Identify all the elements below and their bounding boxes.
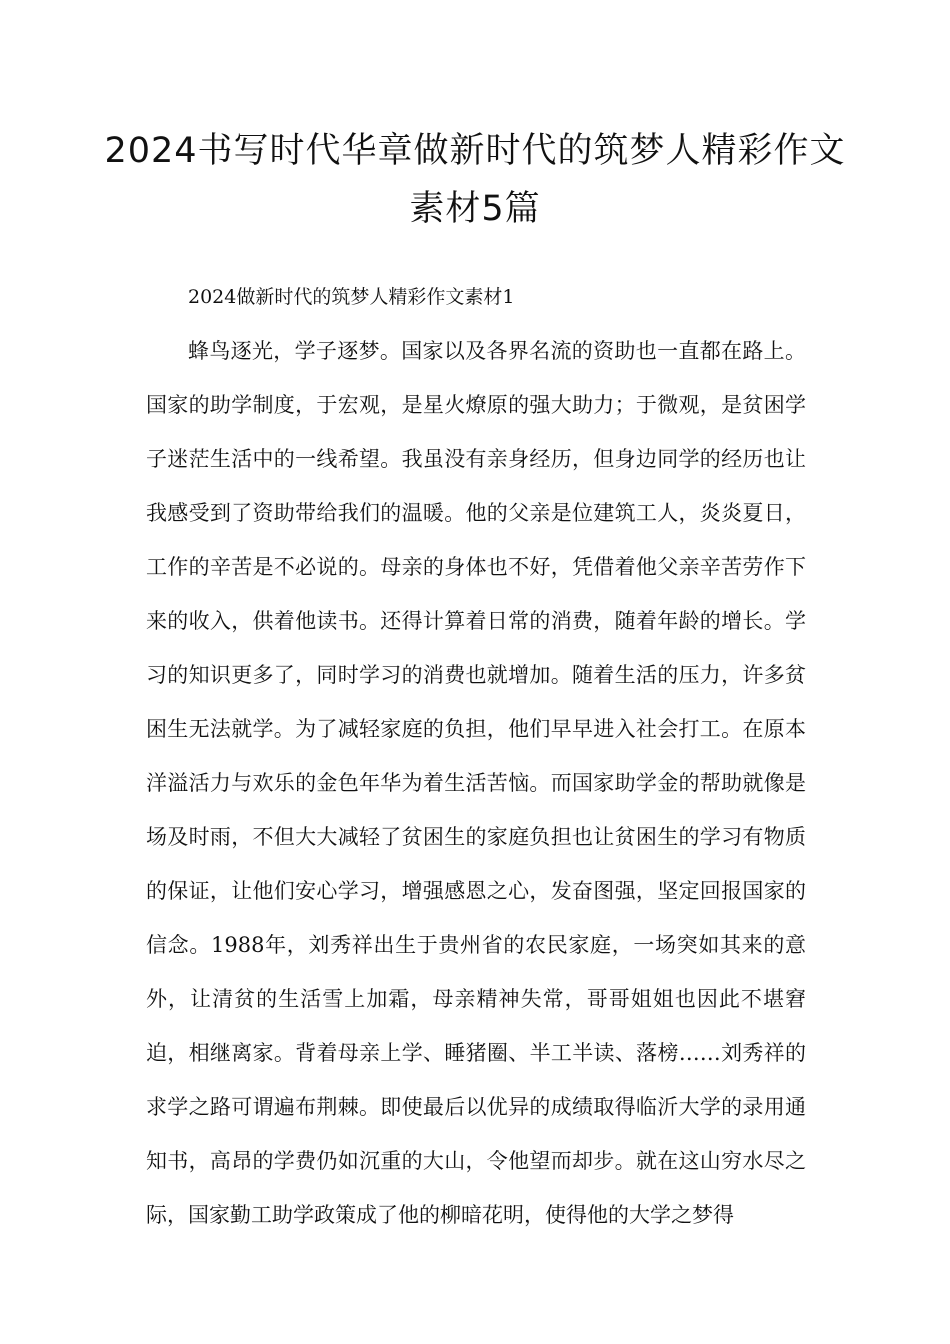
section-subheading: 2024做新时代的筑梦人精彩作文素材1	[188, 286, 515, 308]
body-paragraph: 蜂鸟逐光，学子逐梦。国家以及各界名流的资助也一直都在路上。国家的助学制度，于宏观，是星火燎原的强大助力；于微观，是贫困学子迷茫生活中的一线希望。我虽没有亲身经历，但身边同学的经历也让我感受到了资助带给我们的温暖。他的父亲是位建筑工人，炎炎夏日，工作的辛苦是不必说的。母亲的身体也不好，凭借着他父亲辛苦劳作下来的收入，供着他读书。还得计算着日常的消费，随着年龄的增长。学习的知识更多了，同时学习的消费也就增加。随着生活的压力，许多贫困生无法就学。为了减轻家庭的负担，他们早早进入社会打工。在原本洋溢活力与欢乐的金色年华为着生活苦恼。而国家助学金的帮助就像是场及时雨，不但大大减轻了贫困生的家庭负担也让贫困生的学习有物质的保证，让他们安心学习，增强感恩之心，发奋图强，坚定回报国家的信念。1988年，刘秀祥出生于贵州省的农民家庭，一场突如其来的意外，让清贫的生活雪上加霜，母亲精神失常，哥哥姐姐也因此不堪窘迫，相继离家。背着母亲上学、睡猪圈、半工半读、落榜……刘秀祥的求学之路可谓遍布荆棘。即使最后以优异的成绩取得临沂大学的录用通知书，高昂的学费仍如沉重的大山，令他望而却步。就在这山穷水尽之际，国家勤工助学政策成了他的柳暗花明，使得他的大学之梦得	[146, 339, 806, 1227]
document-body	[146, 270, 806, 1242]
document-title: 2024书写时代华章做新时代的筑梦人精彩作文素材5篇	[104, 131, 846, 229]
